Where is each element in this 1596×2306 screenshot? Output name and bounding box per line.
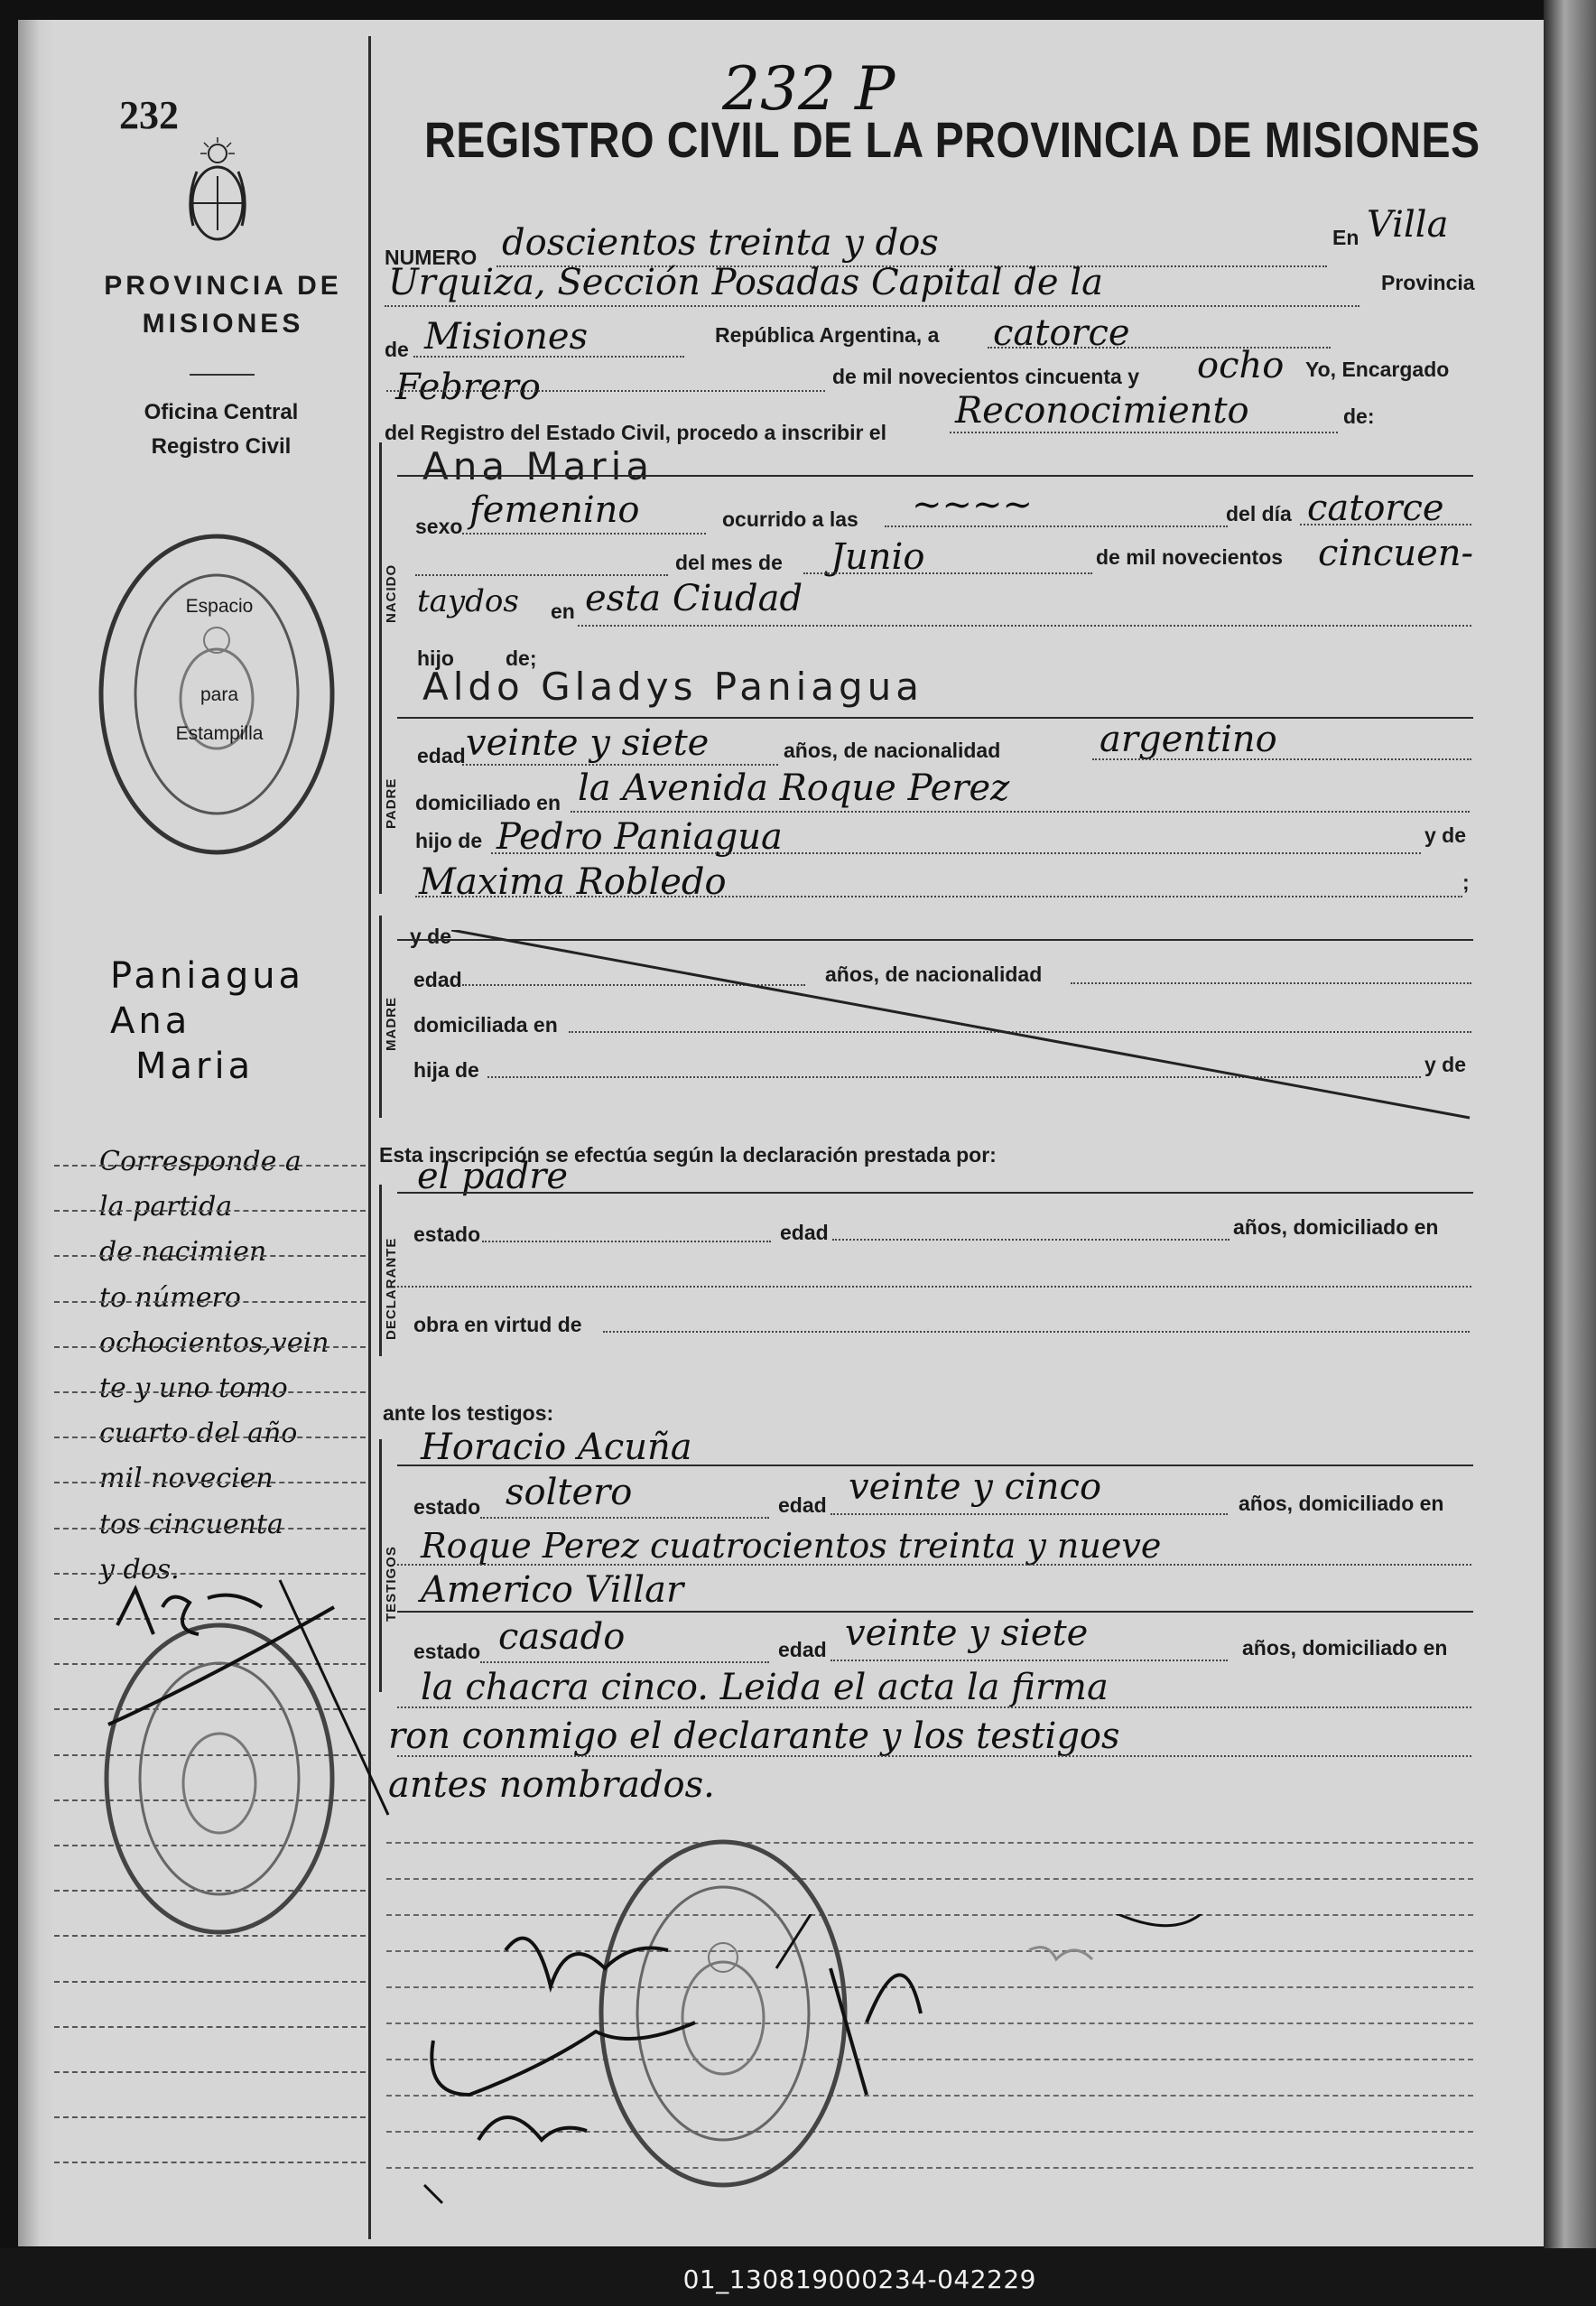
stamp-space-label bbox=[152, 587, 287, 753]
section-bracket bbox=[379, 1185, 382, 1356]
value-testigo1-estado: soltero bbox=[506, 1472, 633, 1513]
value-cierre-1: la chacra cinco. Leida el acta la firma bbox=[421, 1667, 1109, 1708]
value-anio: ocho bbox=[1197, 345, 1285, 386]
province-title: PROVINCIA DE MISIONES bbox=[104, 271, 342, 339]
value-anio-nac-2: taydos bbox=[417, 583, 519, 619]
margin-name bbox=[110, 953, 304, 1089]
label-del-mes: del mes de bbox=[675, 551, 783, 574]
side-label-madre: MADRE bbox=[384, 997, 399, 1051]
stamp-space-line: Estampilla bbox=[175, 723, 264, 744]
page-binding-shadow bbox=[18, 20, 54, 2246]
ruled-line bbox=[54, 1981, 366, 1983]
ruled-line bbox=[54, 1391, 366, 1393]
left-column-divider bbox=[368, 36, 371, 2239]
label-edad-madre: edad bbox=[413, 968, 462, 991]
margin-note-line: tos cincuenta bbox=[99, 1508, 283, 1540]
label-yo-encargado: Yo, Encargado bbox=[1305, 358, 1450, 381]
label-numero: NUMERO bbox=[385, 246, 478, 269]
label-anos-dom-t1: años, domiciliado en bbox=[1239, 1492, 1444, 1515]
label-provincia: Provincia bbox=[1381, 271, 1475, 294]
label-edad-t1: edad bbox=[778, 1493, 827, 1517]
left-page-number: 232 bbox=[119, 93, 179, 137]
stamp-space-line: para bbox=[200, 684, 239, 705]
margin-note-line: Corresponde a bbox=[99, 1146, 302, 1177]
label-estado-declarante: estado bbox=[413, 1223, 481, 1246]
label-edad-padre: edad bbox=[417, 744, 466, 767]
label-estado-t1: estado bbox=[413, 1495, 481, 1519]
value-testigo2: Americo Villar bbox=[421, 1569, 684, 1611]
label-de-colon: de: bbox=[1343, 404, 1375, 428]
ruled-line bbox=[54, 1528, 366, 1530]
label-en: En bbox=[1332, 226, 1359, 249]
value-testigo1-edad: veinte y cinco bbox=[849, 1466, 1102, 1508]
label-anos-dom-t2: años, domiciliado en bbox=[1242, 1636, 1448, 1660]
value-dia-nac: catorce bbox=[1307, 488, 1444, 529]
ruled-line bbox=[54, 2071, 366, 2073]
value-mes-nac: Junio bbox=[830, 536, 925, 578]
coat-of-arms-icon bbox=[177, 135, 258, 253]
side-label-nacido: NACIDO bbox=[384, 563, 399, 623]
side-label-testigos: TESTIGOS bbox=[384, 1546, 399, 1622]
label-en-nac: en bbox=[551, 600, 575, 623]
signatures-icon bbox=[397, 1914, 1435, 2212]
label-de: de bbox=[385, 338, 409, 361]
label-edad-t2: edad bbox=[778, 1638, 827, 1661]
value-dia: catorce bbox=[993, 312, 1130, 354]
label-domiciliada: domiciliada en bbox=[413, 1013, 558, 1037]
ruled-line bbox=[54, 2162, 366, 2163]
margin-note-line: de nacimien bbox=[99, 1236, 267, 1269]
value-acto: Reconocimiento bbox=[955, 390, 1249, 432]
registry-page-number: 232 P bbox=[722, 54, 895, 124]
label-declaracion: Esta inscripción se efectúa según la declaración prestada por: bbox=[379, 1143, 997, 1167]
value-numero: doscientos treinta y dos bbox=[502, 222, 939, 264]
margin-note-line: to número bbox=[99, 1281, 241, 1314]
label-de-semicolon: de; bbox=[506, 646, 537, 670]
scan-identifier: 01_130819000234-042229 bbox=[682, 2264, 1036, 2294]
value-testigo2-edad: veinte y siete bbox=[845, 1613, 1089, 1654]
divider bbox=[190, 374, 255, 376]
ruled-line bbox=[54, 1255, 366, 1257]
value-lugar-2: Urquiza, Sección Posadas Capital de la bbox=[388, 262, 1103, 303]
label-anos-nac-madre: años, de nacionalidad bbox=[825, 962, 1043, 986]
value-lugar-nac: esta Ciudad bbox=[585, 578, 803, 619]
section-bracket bbox=[379, 916, 382, 1118]
ruled-line bbox=[54, 1482, 366, 1483]
margin-note-line: cuarto del año bbox=[99, 1418, 298, 1450]
value-sexo: femenino bbox=[469, 489, 640, 531]
label-anos-nac-padre: años, de nacionalidad bbox=[784, 739, 1001, 762]
label-de-mil-nov: de mil novecientos bbox=[1096, 545, 1284, 569]
ruled-line bbox=[54, 1165, 366, 1167]
value-padre-madre: Maxima Robledo bbox=[419, 861, 727, 903]
margin-note-line: ochocientos,vein bbox=[99, 1326, 329, 1359]
margin-name-line: Ana bbox=[110, 1000, 191, 1042]
margin-note bbox=[99, 1139, 361, 1593]
value-padre-dom: la Avenida Roque Perez bbox=[578, 767, 1010, 809]
value-padre-nac: argentino bbox=[1100, 719, 1277, 760]
value-padre: Aldo Gladys Paniagua bbox=[422, 665, 924, 709]
margin-name-line: Maria bbox=[135, 1046, 255, 1087]
margin-note-line: te y uno tomo bbox=[99, 1372, 288, 1405]
label-semicolon: ; bbox=[1462, 870, 1470, 894]
value-padre-edad: veinte y siete bbox=[466, 722, 710, 764]
label-anos-dom-declarante: años, domiciliado en bbox=[1233, 1215, 1439, 1239]
value-declarante: el padre bbox=[417, 1156, 569, 1197]
margin-name-line: Paniagua bbox=[110, 955, 305, 997]
label-sexo: sexo bbox=[415, 515, 463, 538]
label-registro-estado: del Registro del Estado Civil, procedo a inscribir el bbox=[385, 421, 886, 444]
ruled-line bbox=[54, 1301, 366, 1303]
label-republica: República Argentina, a bbox=[715, 323, 940, 347]
value-nombre: Ana Maria bbox=[422, 444, 654, 488]
value-mes: Febrero bbox=[395, 367, 541, 408]
value-hora: ~~~~ bbox=[912, 484, 1034, 525]
section-bracket bbox=[379, 442, 382, 894]
label-ocurrido: ocurrido a las bbox=[722, 507, 858, 531]
ruled-line bbox=[54, 1437, 366, 1438]
value-testigo1-dom: Roque Perez cuatrocientos treinta y nueve bbox=[421, 1526, 1162, 1566]
margin-note-line: y dos. bbox=[99, 1553, 180, 1585]
stamp-space-line: Espacio bbox=[185, 596, 254, 617]
label-hijo-de-padre: hijo de bbox=[415, 829, 483, 852]
value-provincia: Misiones bbox=[424, 316, 589, 358]
label-domiciliado: domiciliado en bbox=[415, 791, 561, 814]
label-hija-de: hija de bbox=[413, 1058, 479, 1082]
value-padre-hijo-de: Pedro Paniagua bbox=[496, 816, 783, 858]
label-estado-t2: estado bbox=[413, 1640, 481, 1663]
side-label-padre: PADRE bbox=[384, 777, 399, 829]
margin-note-line: mil novecien bbox=[99, 1463, 274, 1495]
label-testigos: ante los testigos: bbox=[383, 1401, 554, 1425]
label-y-de-madre: y de bbox=[1424, 1053, 1467, 1076]
value-cierre-3: antes nombrados. bbox=[388, 1764, 715, 1806]
label-y-de: y de bbox=[1424, 823, 1467, 847]
label-obra: obra en virtud de bbox=[413, 1313, 582, 1336]
ruled-line bbox=[54, 1346, 366, 1348]
book-right-edge bbox=[1544, 0, 1596, 2248]
value-testigo1: Horacio Acuña bbox=[421, 1427, 692, 1468]
label-del-dia: del día bbox=[1226, 502, 1292, 525]
value-cierre-2: ron conmigo el declarante y los testigos bbox=[388, 1716, 1120, 1757]
ruled-line bbox=[54, 2116, 366, 2118]
side-label-declarante: DECLARANTE bbox=[384, 1237, 399, 1340]
label-hijo: hijo bbox=[417, 646, 454, 670]
section-bracket bbox=[379, 1439, 382, 1692]
ruled-line bbox=[386, 1878, 1473, 1880]
margin-note-line: la partida bbox=[99, 1191, 233, 1223]
form-title: REGISTRO CIVIL DE LA PROVINCIA DE MISIONES bbox=[424, 111, 1480, 168]
value-lugar-1: Villa bbox=[1367, 204, 1449, 246]
label-edad-declarante: edad bbox=[780, 1221, 829, 1244]
ruled-line bbox=[386, 1842, 1473, 1844]
strike-through-line bbox=[451, 930, 1471, 1120]
office-name: Oficina Central Registro Civil bbox=[144, 400, 299, 459]
value-testigo2-estado: casado bbox=[498, 1616, 626, 1658]
value-anio-nac-1: cincuen- bbox=[1318, 533, 1474, 574]
label-madre-y-de: y de bbox=[410, 925, 452, 948]
ruled-line bbox=[54, 1210, 366, 1212]
label-mil-novecientos: de mil novecientos cincuenta y bbox=[832, 365, 1139, 388]
ruled-line bbox=[54, 2026, 366, 2028]
margin-signature-icon bbox=[99, 1553, 397, 1824]
